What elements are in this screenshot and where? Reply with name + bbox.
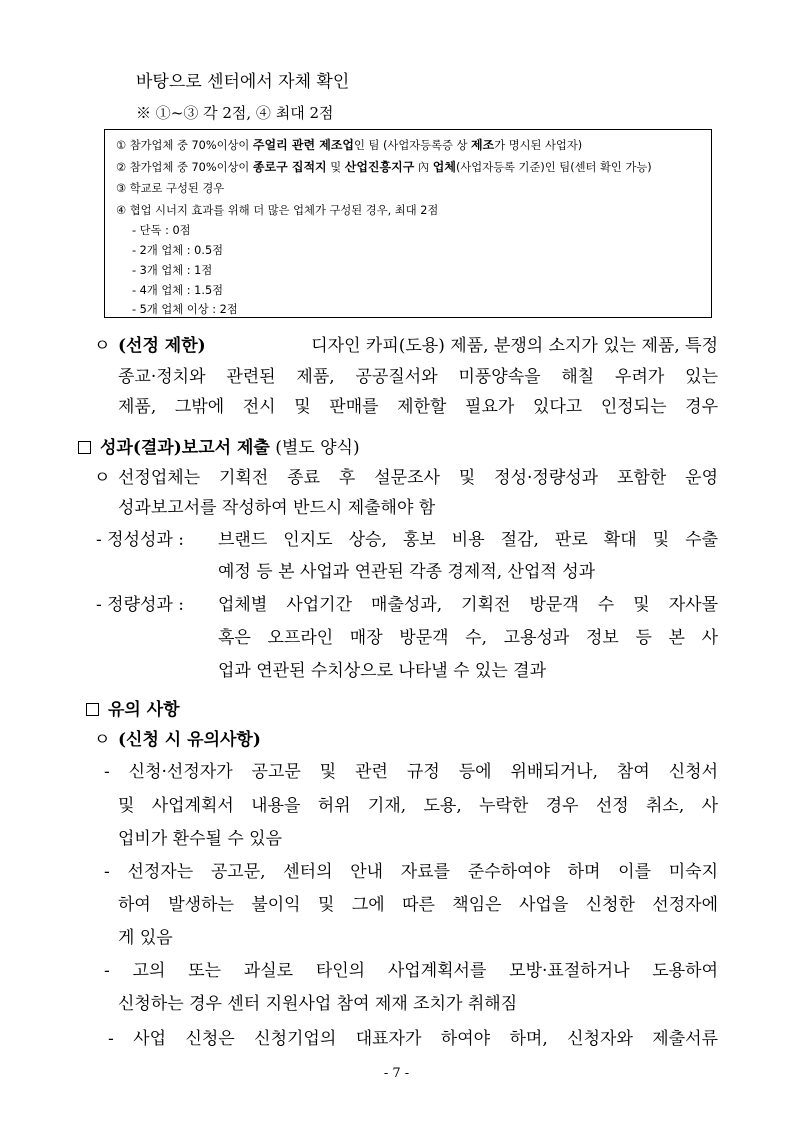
score-row: - 2개 업체 : 0.5점 [132, 244, 224, 257]
restriction-line-2: 종교·정치와 관련된 제품, 공공질서와 미풍양속을 해칠 우려가 있는 [118, 367, 718, 387]
quantitative-line-3: 업과 연관된 수치상으로 나타낼 수 있는 결과 [218, 661, 547, 681]
qualitative-line-2: 예정 등 본 사업과 연관된 각종 경제적, 산업적 성과 [218, 562, 596, 582]
criteria-item-3: ③ 학교로 구성된 경우 [116, 182, 225, 195]
note-2-line-2: 하여 발생하는 불이익 및 그에 따른 책임은 사업을 신청한 선정자에 [118, 895, 718, 915]
page-number: - 7 - [383, 1066, 410, 1081]
restriction-bullet: ㅇ [94, 336, 111, 356]
notes-heading: 유의 사항 [108, 700, 180, 720]
report-heading: 성과(결과)보고서 제출 [100, 438, 270, 458]
intro-line: 바탕으로 센터에서 자체 확인 [136, 72, 350, 92]
score-row: - 5개 업체 이상 : 2점 [132, 303, 238, 316]
restriction-line-3: 제품, 그밖에 전시 및 판매를 제한할 필요가 있다고 인정되는 경우 [118, 397, 718, 417]
note-2-line-3: 게 있음 [118, 928, 173, 948]
note-1-line-2: 및 사업계획서 내용을 허위 기재, 도용, 누락한 경우 선정 취소, 사 [118, 796, 718, 816]
criteria-item-1: ① 참가업체 중 70%이상이 주얼리 관련 제조업인 팀 (사업자등록증 상 제조가 명시된 사업자) [116, 138, 583, 152]
quantitative-line-2: 혹은 오프라인 매장 방문객 수, 고용성과 정보 등 본 사 [218, 628, 718, 648]
criteria-item-4: ④ 협업 시너지 효과를 위해 더 많은 업체가 구성된 경우, 최대 2점 [116, 204, 439, 217]
report-bullet: ㅇ [94, 468, 111, 488]
score-note: ※ ①~③ 각 2점, ④ 최대 2점 [136, 104, 334, 122]
restriction-heading: (선정 제한) [118, 336, 206, 356]
note-4-line-1: - 사업 신청은 신청기업의 대표자가 하여야 하며, 신청자와 제출서류 [108, 1029, 718, 1049]
criteria-item-2: ② 참가업체 중 70%이상이 종로구 집적지 및 산업진흥지구 內 업체(사업자등록 기준)인 팀(센터 확인 가능) [116, 160, 652, 174]
report-line-1: 선정업체는 기획전 종료 후 설문조사 및 정성·정량성과 포함한 운영 [118, 468, 718, 488]
note-1-line-1: - 신청·선정자가 공고문 및 관련 규정 등에 위배되거나, 참여 신청서 [104, 762, 718, 782]
note-1-line-3: 업비가 환수될 수 있음 [118, 829, 283, 849]
checkbox-square-icon [78, 441, 91, 454]
quantitative-label: - 정량성과 : [96, 595, 184, 615]
score-row: - 단독 : 0점 [132, 224, 191, 237]
quantitative-line-1: 업체별 사업기간 매출성과, 기획전 방문객 수 및 자사몰 [218, 595, 718, 615]
note-3-line-1: - 고의 또는 과실로 타인의 사업계획서를 모방·표절하거나 도용하여 [104, 961, 718, 981]
restriction-text: 디자인 카피(도용) 제품, 분쟁의 소지가 있는 제품, 특정 [311, 336, 718, 356]
note-3-line-2: 신청하는 경우 센터 지원사업 참여 제재 조치가 취해짐 [118, 994, 518, 1014]
restriction-line-1 [118, 335, 718, 357]
qualitative-line-1: 브랜드 인지도 상승, 홍보 비용 절감, 판로 확대 및 수출 [218, 530, 718, 550]
criteria-box [104, 129, 712, 318]
report-note: (별도 양식) [275, 438, 360, 458]
score-row: - 4개 업체 : 1.5점 [132, 284, 224, 297]
report-line-2: 성과보고서를 작성하여 반드시 제출해야 함 [118, 498, 436, 518]
notes-subheading: (신청 시 유의사항) [118, 730, 261, 750]
score-row: - 3개 업체 : 1점 [132, 264, 213, 277]
qualitative-label: - 정성성과 : [96, 530, 184, 550]
checkbox-square-icon [86, 703, 99, 716]
note-2-line-1: - 선정자는 공고문, 센터의 안내 자료를 준수하여야 하며 이를 미숙지 [104, 862, 718, 882]
report-section-title [78, 437, 360, 459]
notes-section-title [86, 699, 180, 721]
notes-bullet: ㅇ [94, 730, 111, 750]
